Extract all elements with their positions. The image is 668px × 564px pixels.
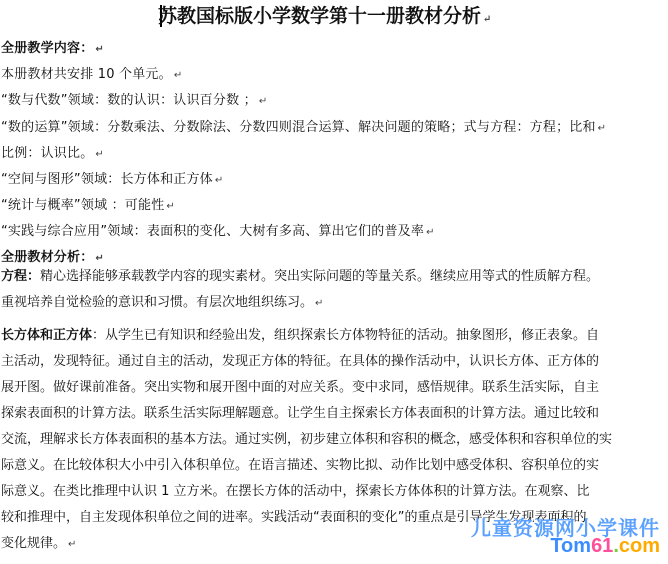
paragraph-text: 交流，理解求长方体表面积的基本方法。通过实例，初步建立体积和容积的概念，感受体积和容积单位的实 (1, 432, 613, 447)
paragraph-line (1, 453, 646, 479)
paragraph-text: 展开图。做好课前准备。突出实物和展开图中面的对应关系。变中求同，感悟规律。联系生活实际，自主 (1, 380, 600, 395)
paragraph-text: 重视培养自觉检验的意识和习惯。有层次地组织练习。 (1, 295, 314, 310)
content-line (1, 223, 435, 242)
paragraph-line (1, 323, 646, 349)
content-line (1, 145, 104, 164)
paragraph-mark: ↵ (166, 201, 175, 212)
paragraph-mark: ↵ (597, 123, 607, 134)
paragraph-text: 主活动，发现特征。通过自主的活动，发现正方体的特征。在具体的操作活动中，认识长方体、正方体的 (1, 354, 600, 369)
line-text: 比例：认识比。 (1, 146, 94, 161)
paragraph-mark: ↵ (214, 175, 224, 186)
content-line (1, 119, 606, 138)
section-heading (1, 40, 104, 59)
paragraph-mark: ↵ (258, 96, 268, 107)
site-watermark (431, 512, 666, 562)
line-text: “数的运算”领域：分数乘法、分数除法、分数四则混合运算、解决问题的策略；式与方程：方程；比和 (1, 120, 596, 135)
paragraph-mark: ↵ (426, 227, 435, 238)
paragraph-line (1, 349, 646, 375)
line-text: 全册教学内容： (1, 41, 94, 56)
line-text: “实践与综合应用”领域：表面积的变化、大树有多高、算出它们的普及率 (1, 224, 425, 239)
content-line (1, 66, 182, 85)
paragraph-text: 际意义。在类比推理中认识 1 立方米。在摆长方体的活动中，探索长方体体积的计算方法。在观察、比 (1, 484, 590, 499)
watermark-part: . (613, 535, 619, 557)
paragraph-text: 较和推理中，自主发现体积单位之间的进率。实践活动“表面积的变化”的重点是引导学生发现表面积的 (1, 510, 587, 525)
watermark-part: 61 (591, 535, 614, 557)
paragraph-lead: 方程： (1, 269, 41, 284)
paragraph-lead: 长方体和正方体 (1, 328, 93, 343)
content-line (1, 171, 223, 190)
paragraph-text: ：从学生已有知识和经验出发，组织探索长方体物特征的活动。抽象图形，修正表象。自 (92, 328, 600, 343)
content-line (1, 92, 267, 111)
paragraph-line (1, 264, 646, 290)
paragraph-text: 变化规律。 (1, 536, 67, 551)
paragraph-mark: ↵ (315, 298, 324, 309)
paragraph-fangcheng (1, 264, 646, 316)
paragraph-line (1, 401, 646, 427)
paragraph-text: 探索表面积的计算方法。联系生活实际理解题意。让学生自主探索长方体表面积的计算方法。通过比较和 (1, 406, 600, 421)
line-text: “空间与图形”领域：长方体和正方体 (1, 172, 213, 187)
paragraph-mark: ↵ (95, 253, 104, 264)
line-text: 全册教材分析： (1, 250, 94, 265)
document-title (158, 3, 491, 29)
paragraph-text: 精心选择能够承载教学内容的现实素材。突出实际问题的等量关系。继续应用等式的性质解方程。 (40, 269, 600, 284)
line-text: 本册教材共安排 10 个单元。 (1, 67, 172, 82)
paragraph-line (1, 290, 646, 316)
watermark-title: 儿童资源网小学课件 (471, 516, 660, 540)
paragraph-text: 际意义。在比较体积大小中引入体积单位。在语言描述、实物比拟、动作比划中感受体积、容积单位的实 (1, 458, 600, 473)
content-line (1, 197, 175, 216)
paragraph-mark: ↵ (68, 539, 77, 550)
paragraph-mark: ↵ (173, 70, 183, 81)
paragraph-mark: ↵ (483, 14, 492, 25)
paragraph-mark: ↵ (95, 149, 104, 160)
document-title-text: 苏教国标版小学数学第十一册教材分析 (158, 5, 482, 27)
paragraph-line (1, 375, 646, 401)
line-text: “数与代数”领域：数的认识：认识百分数 ； (1, 93, 257, 108)
line-text: “统计与概率”领域 ：可能性 (1, 198, 165, 213)
paragraph-mark: ↵ (95, 44, 104, 55)
watermark-part: com (618, 535, 660, 557)
watermark-part: Tom (550, 535, 592, 557)
paragraph-line (1, 479, 646, 505)
paragraph-line (1, 427, 646, 453)
watermark-logo (550, 535, 660, 558)
